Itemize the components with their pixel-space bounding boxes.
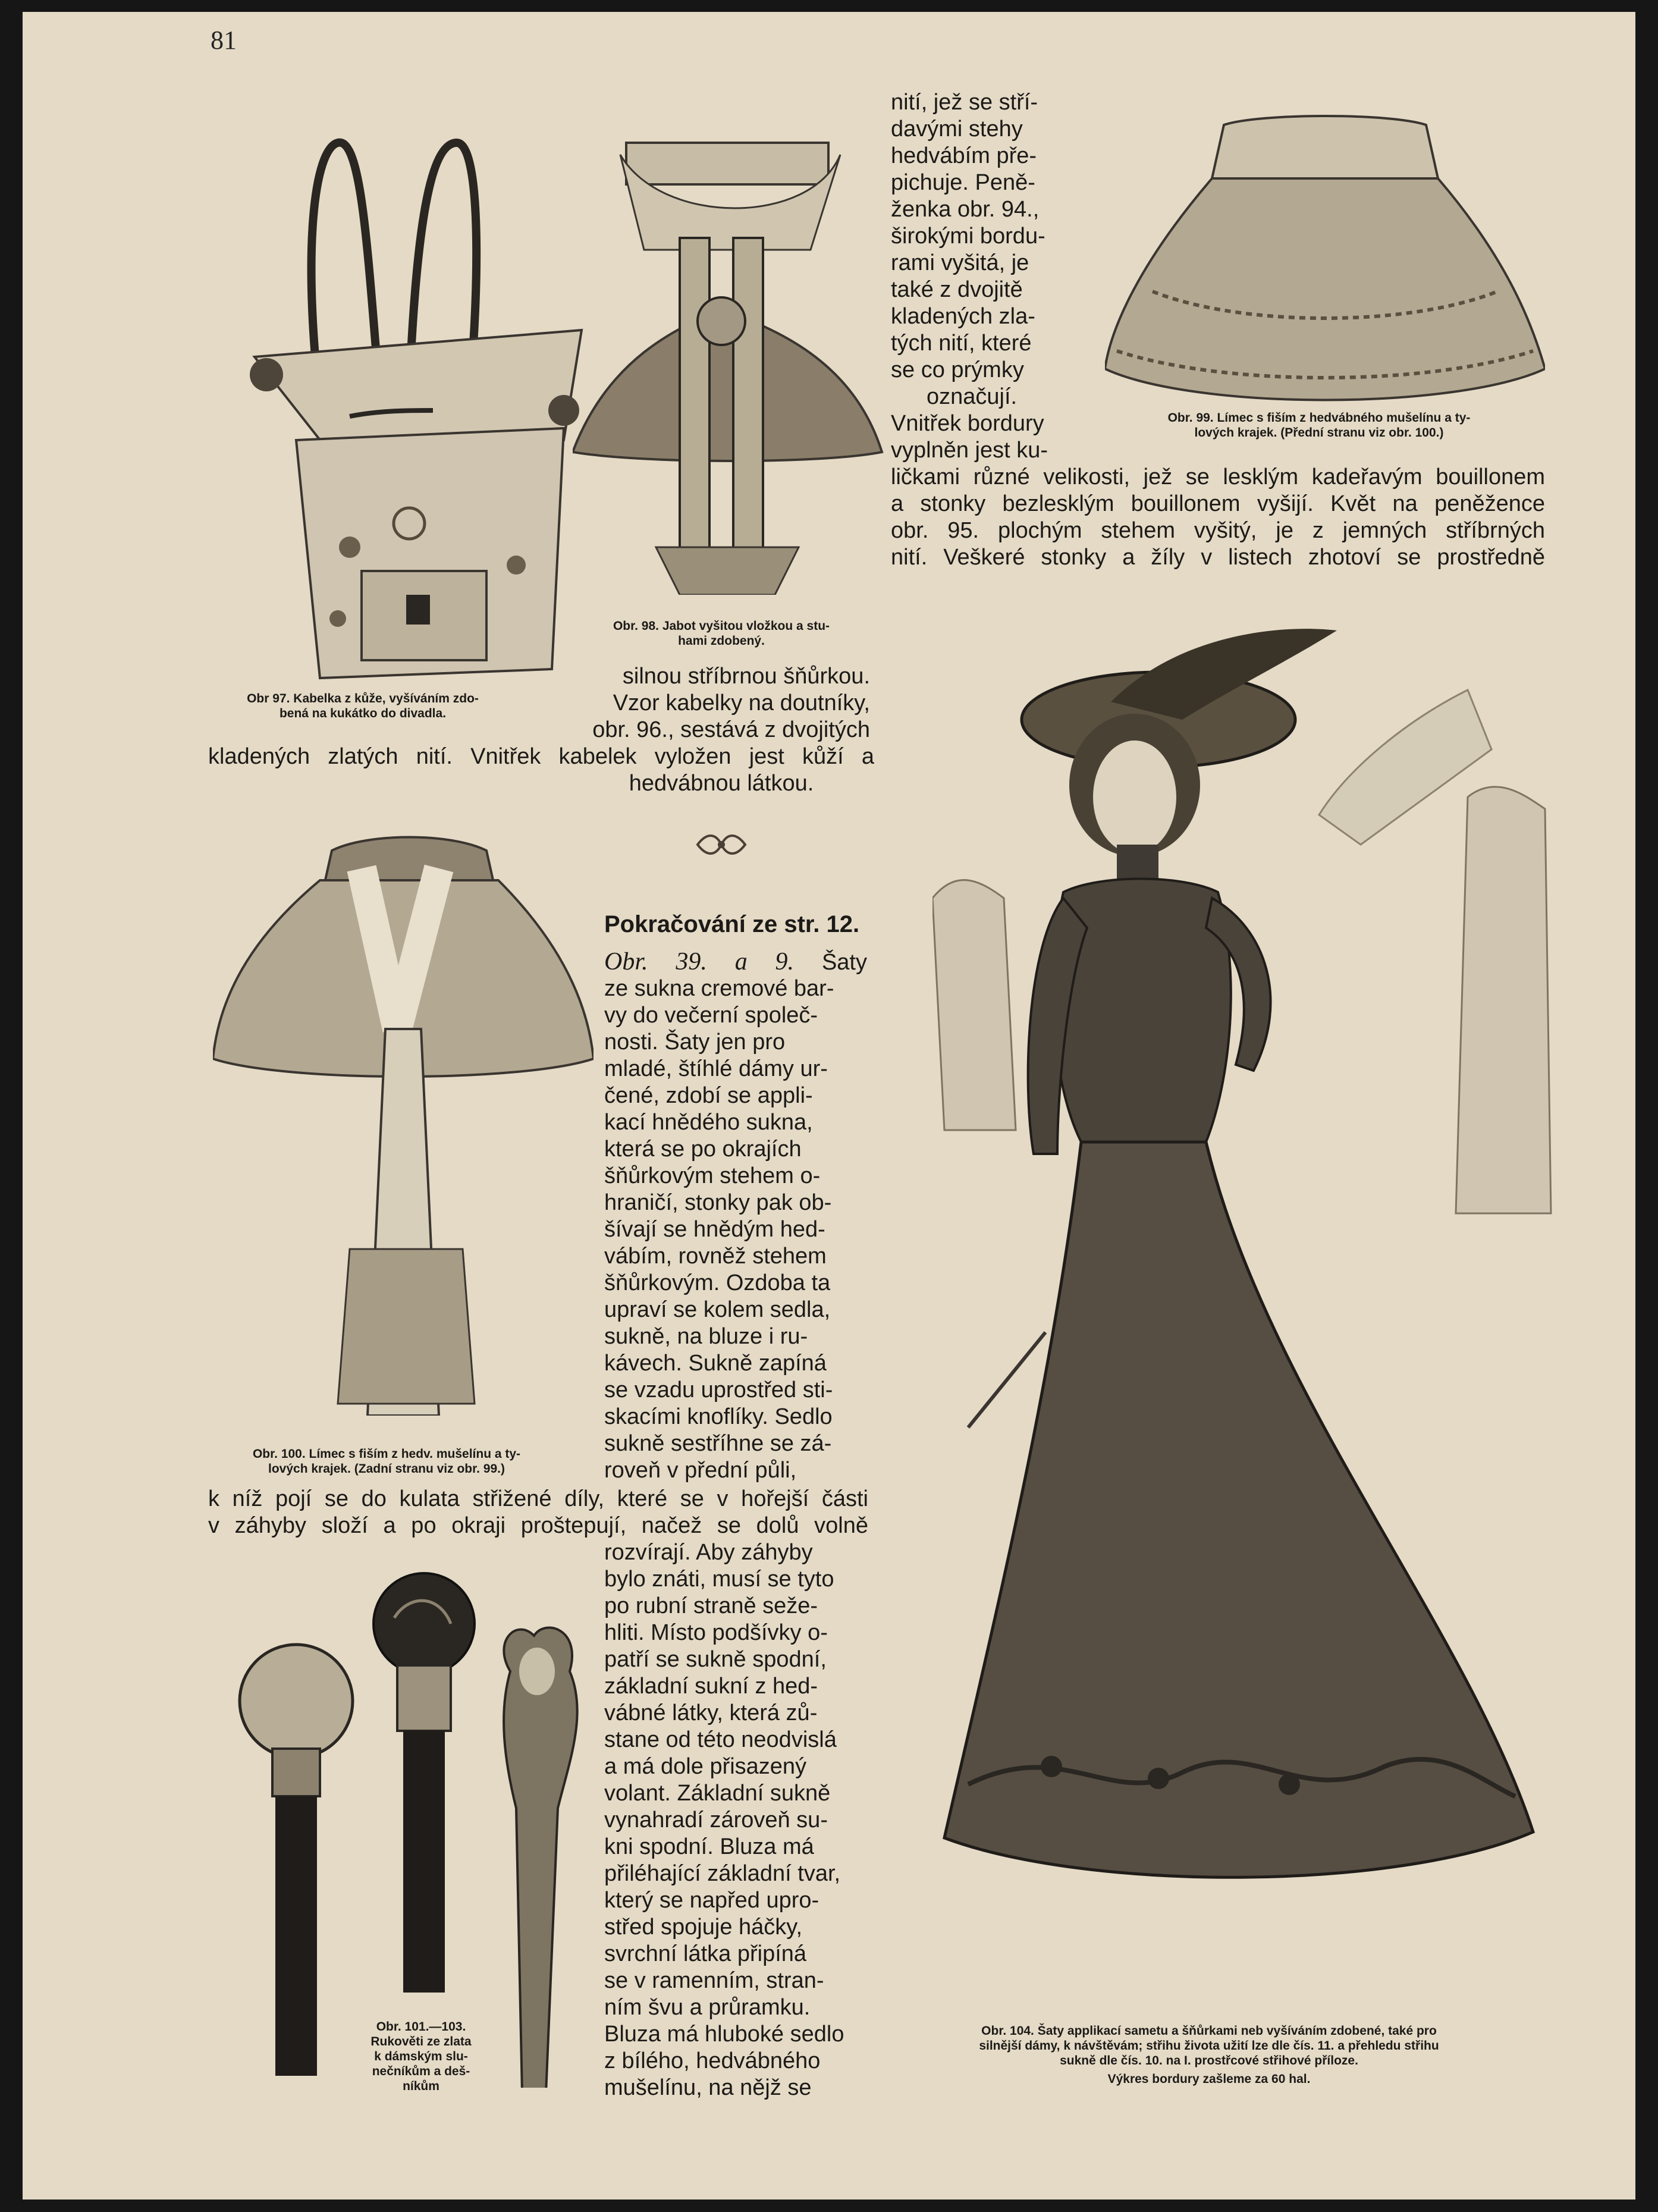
text-line: ženka obr. 94.,: [891, 197, 1040, 222]
text-line: střed spojuje háčky,: [604, 1915, 803, 1940]
woman-in-dress-illustration: [932, 619, 1575, 1975]
text-line: šňůrkovým. Ozdoba ta: [604, 1270, 831, 1295]
text-line: po rubní straně sežе-: [604, 1593, 818, 1618]
text-line: ním švu a průramku.: [604, 1995, 811, 2020]
text-line: základní sukní z hed-: [604, 1674, 818, 1699]
text-line: kladených zlatých nití. Vnitřek kabelek vyložen jest kůží a: [208, 744, 874, 769]
text-line: hliti. Místo podšívky o-: [604, 1620, 828, 1645]
text-line: která se po okrajích: [604, 1137, 802, 1162]
text-line: čené, zdobí se appli-: [604, 1083, 813, 1108]
parasol-handles-illustration: [237, 1570, 617, 2088]
text-line: patří se sukně spodní,: [604, 1647, 827, 1672]
text-line: volant. Základní sukně: [604, 1781, 831, 1806]
text-line: hraničí, stonky pak ob-: [604, 1190, 832, 1215]
text-line: Vnitřek bordury: [891, 411, 1044, 436]
text-line: označují.: [927, 384, 1018, 409]
text-column-right-top: [891, 89, 1081, 464]
text-line-mid-wide: [208, 743, 874, 770]
text-line: Bluza má hluboké sedlo: [604, 2022, 844, 2047]
text-line: se v ramenním, stran-: [604, 1968, 824, 1993]
text-fragment: Šaty: [821, 950, 867, 975]
text-line: sukně sestříhne se zá-: [604, 1431, 832, 1456]
text-line: upraví se kolem sedla,: [604, 1297, 831, 1322]
caption-fig99: Obr. 99. Límec s fiším z hedvábného mušelínu a ty- lových krajek. (Přední stranu viz obr. 100.): [1167, 411, 1471, 440]
text-line: nití, jež se stří-: [891, 90, 1038, 115]
text-line: roveň v přední půli,: [604, 1458, 797, 1483]
caption-line: Výkres bordury zašleme za 60 hal.: [1107, 2072, 1311, 2086]
text-line: šňůrkovým stehem o-: [604, 1163, 821, 1188]
jabot-illustration: [573, 131, 894, 595]
text-line: vábím, rovněž stehem: [604, 1244, 827, 1269]
text-line: kávech. Sukně zapíná: [604, 1351, 827, 1376]
text-line: nití. Veškeré stonky a žíly v listech zhotoví se prostředně: [891, 545, 1545, 570]
text-line: Vzor kabelky na doutníky,: [613, 691, 870, 716]
page-number: 81: [211, 26, 237, 55]
text-line: k níž pojí se do kulata střižené díly, které se v hořejší části: [208, 1486, 868, 1511]
article-column-continued: [604, 1539, 867, 2101]
text-line: a má dole přisazený: [604, 1754, 807, 1779]
text-line: tých nití, které: [891, 331, 1032, 356]
text-line: nosti. Šaty jen pro: [604, 1030, 786, 1055]
text-line: obr. 96., sestává z dvojitých: [592, 717, 870, 742]
text-line: rami vyšitá, je: [891, 250, 1029, 275]
text-line: mladé, štíhlé dámy ur-: [604, 1056, 828, 1081]
text-line: kací hnědého sukna,: [604, 1110, 813, 1135]
text-line: ze sukna cremové bar-: [604, 976, 834, 1001]
text-line: se vzadu uprostřed sti-: [604, 1378, 833, 1402]
text-line: a stonky bezlesklým bouillonem vyšijí. Květ na peněžence: [891, 491, 1545, 516]
text-line: sukně, na bluze i ru-: [604, 1324, 808, 1349]
article-heading: Pokračování ze str. 12.: [604, 911, 860, 937]
caption-line: Obr. 104. Šaty applikací sametu a šňůrkami neb vyšíváním zdobené, také pro: [981, 2024, 1437, 2038]
text-line: davými stehy: [891, 117, 1023, 142]
text-line: také z dvojitě: [891, 277, 1023, 302]
text-line: svrchní látka připíná: [604, 1941, 807, 1966]
text-line: vy do večerní společ-: [604, 1003, 818, 1028]
magazine-page: [23, 12, 1635, 2200]
text-line: silnou stříbrnou šňůrkou.: [622, 664, 870, 689]
text-line: obr. 95. plochým stehem vyšitý, je z jemných stříbrných: [891, 518, 1545, 543]
text-line-mid-last: [602, 770, 840, 797]
caption-fig101-103: Obr. 101.—103. Rukověti ze zlata k dámským slu- nečníkům a deš- níkům: [370, 2020, 472, 2093]
text-line: pichuje. Peně-: [891, 170, 1035, 195]
text-line: širokými bordu-: [891, 224, 1045, 249]
text-line: přiléhající základní tvar,: [604, 1861, 841, 1886]
text-line: vyplněn jest ku-: [891, 438, 1048, 463]
figure-reference: Obr. 39. a 9.: [604, 949, 795, 975]
lace-collar-front-illustration: [1105, 113, 1545, 422]
text-line: který se napřed upro-: [604, 1888, 819, 1913]
text-line: vábné látky, která zů-: [604, 1700, 818, 1725]
text-line: rozvírají. Aby záhyby: [604, 1540, 813, 1565]
text-line: se co prýmky: [891, 357, 1024, 382]
text-line: stane od této neodvislá: [604, 1727, 837, 1752]
article-wide-lines: [208, 1486, 868, 1539]
text-line: ličkami různé velikosti, jež se lesklým kadeřavým bouillonem: [891, 465, 1545, 490]
lace-collar-back-illustration: [213, 833, 594, 1416]
text-line: v záhyby složí a po okraji proštepují, načež se dolů volně: [208, 1513, 868, 1538]
text-line: vynahradí zároveň su-: [604, 1808, 828, 1833]
text-line: kladených zla-: [891, 304, 1035, 329]
text-line: šívají se hnědým hed-: [604, 1217, 825, 1242]
text-line: skacími knoflíky. Sedlo: [604, 1404, 833, 1429]
caption-fig100: Obr. 100. Límec s fiším z hedv. mušelínu a ty- lových krajek. (Zadní stranu viz obr. 99.): [252, 1447, 521, 1476]
text-line: kni spodní. Bluza má: [604, 1834, 814, 1859]
article-lead-line: [604, 949, 867, 975]
text-line: z bílého, hedvábného: [604, 2048, 821, 2073]
caption-fig97: Obr 97. Kabelka z kůže, vyšíváním zdo- bená na kukátko do divadla.: [247, 692, 479, 720]
text-line: bylo znáti, musí se tyto: [604, 1567, 834, 1592]
text-line: mušelínu, na nějž se: [604, 2075, 812, 2100]
caption-line: sukně dle čís. 10. na I. prostřcové střihové příloze.: [1060, 2054, 1358, 2067]
caption-fig98: Obr. 98. Jabot vyšitou vložkou a stu- hami zdobený.: [613, 619, 830, 648]
text-line: hedvábím pře-: [891, 143, 1037, 168]
fleuron-ornament-icon: [695, 830, 748, 859]
text-block-mid-top: [561, 663, 870, 743]
caption-line: silnější dámy, k návštěvám; střihu života užití lze dle čís. 11. a přehledu střihu: [979, 2039, 1439, 2053]
text-block-right-wide: [891, 464, 1545, 571]
article-column: [604, 949, 867, 1484]
handbag-illustration: [231, 131, 588, 690]
caption-fig104: [873, 2023, 1545, 2087]
text-line: hedvábnou látkou.: [629, 771, 814, 796]
